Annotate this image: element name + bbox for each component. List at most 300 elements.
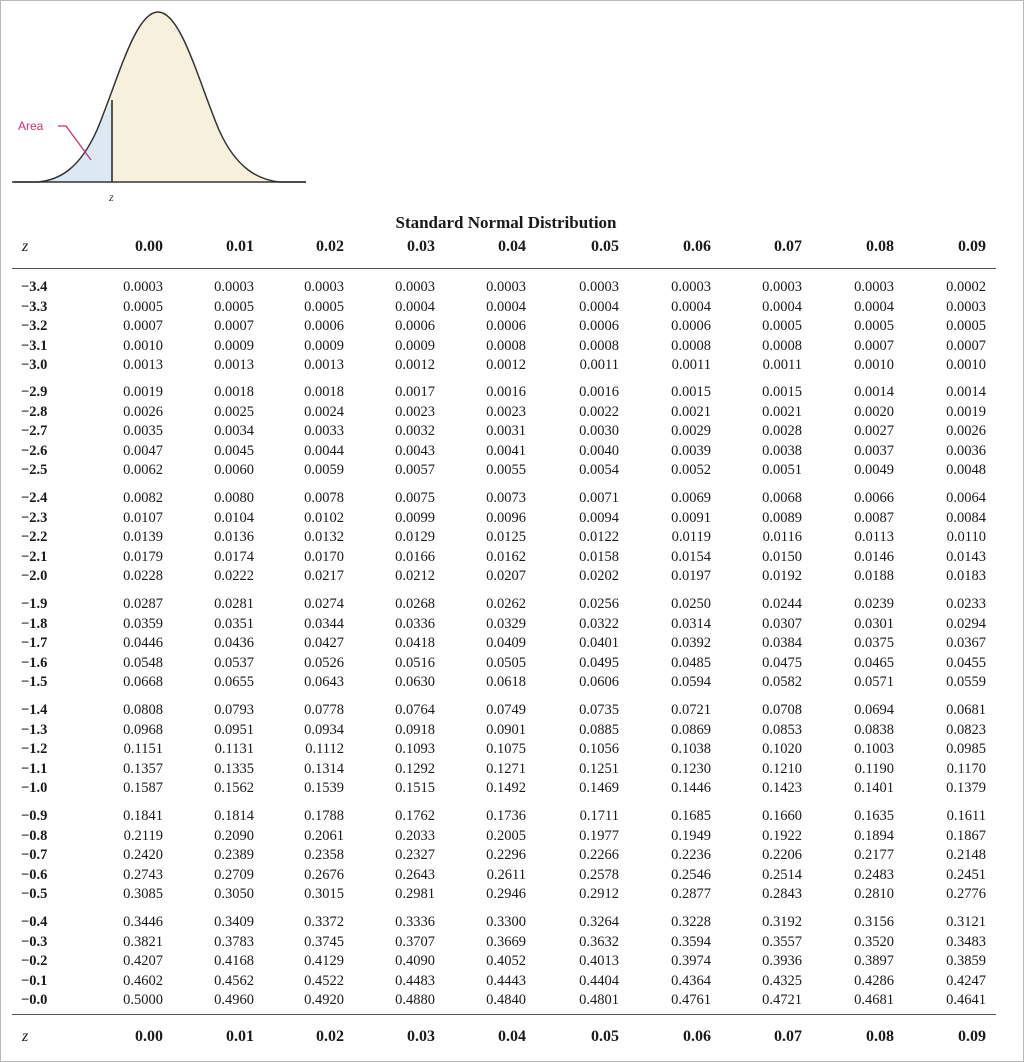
- table-row: [0, 616, 1024, 636]
- header-col-1: 0.01: [226, 238, 254, 255]
- table-cell: 0.0013: [214, 357, 254, 373]
- table-cell: 0.0146: [854, 548, 894, 565]
- table-cell: 0.4325: [762, 972, 802, 989]
- table-cell: 0.0735: [579, 702, 619, 718]
- table-row: [0, 934, 1024, 954]
- table-cell: 0.0764: [395, 702, 435, 718]
- table-cell: 0.0024: [304, 403, 344, 420]
- table-cell: 0.3821: [123, 933, 163, 950]
- table-cell: 0.0228: [123, 568, 163, 584]
- table-cell: 0.0475: [762, 654, 802, 671]
- table-cell: 0.0516: [395, 654, 435, 671]
- table-cell: 0.0287: [123, 596, 163, 612]
- table-cell: 0.0014: [854, 384, 894, 400]
- row-z-value: −0.2: [21, 953, 48, 969]
- table-cell: 0.0537: [214, 654, 254, 671]
- table-row: [0, 443, 1024, 463]
- table-cell: 0.0048: [946, 462, 986, 478]
- table-cell: 0.3557: [762, 933, 802, 950]
- table-cell: 0.4602: [123, 972, 163, 989]
- table-cell: 0.0668: [123, 674, 163, 690]
- header-col-4: 0.04: [498, 238, 526, 255]
- table-cell: 0.0015: [762, 384, 802, 400]
- table-cell: 0.0329: [486, 615, 526, 632]
- table-cell: 0.0139: [123, 529, 163, 545]
- table-cell: 0.0244: [762, 596, 802, 612]
- table-cell: 0.0008: [671, 337, 711, 354]
- table-row: [0, 847, 1024, 867]
- row-z-value: −1.5: [21, 674, 48, 690]
- table-cell: 0.0823: [946, 721, 986, 738]
- table-row: [0, 828, 1024, 848]
- table-cell: 0.3228: [671, 914, 711, 930]
- table-cell: 0.0594: [671, 674, 711, 690]
- table-cell: 0.3707: [395, 933, 435, 950]
- table-cell: 0.0274: [304, 596, 344, 612]
- table-cell: 0.2514: [762, 866, 802, 883]
- table-row: [0, 357, 1024, 377]
- header-z-label: z: [22, 238, 29, 255]
- table-cell: 0.0119: [671, 529, 711, 545]
- table-header: [0, 238, 1024, 260]
- table-cell: 0.1335: [214, 760, 254, 777]
- row-z-value: −0.0: [21, 992, 48, 1008]
- table-cell: 0.0078: [304, 490, 344, 506]
- table-cell: 0.0136: [214, 529, 254, 545]
- table-cell: 0.4129: [304, 953, 344, 969]
- table-cell: 0.1635: [854, 808, 894, 824]
- table-cell: 0.0526: [304, 654, 344, 671]
- table-cell: 0.0041: [486, 442, 526, 459]
- table-row: [0, 462, 1024, 482]
- table-cell: 0.1292: [395, 760, 435, 777]
- row-z-value: −3.2: [21, 318, 48, 334]
- table-cell: 0.4207: [123, 953, 163, 969]
- row-z-value: −0.4: [21, 914, 48, 930]
- table-cell: 0.0036: [946, 442, 986, 459]
- row-z-value: −1.6: [21, 654, 48, 671]
- table-cell: 0.0222: [214, 568, 254, 584]
- table-cell: 0.0016: [486, 384, 526, 400]
- table-cell: 0.0418: [395, 635, 435, 651]
- table-cell: 0.0010: [946, 357, 986, 373]
- table-cell: 0.2483: [854, 866, 894, 883]
- footer-col-4: 0.04: [498, 1028, 526, 1045]
- table-cell: 0.0006: [304, 318, 344, 334]
- table-cell: 0.0016: [579, 384, 619, 400]
- table-cell: 0.2643: [395, 866, 435, 883]
- table-cell: 0.0003: [123, 279, 163, 295]
- table-cell: 0.0039: [671, 442, 711, 459]
- table-cell: 0.1515: [395, 780, 435, 796]
- table-cell: 0.0559: [946, 674, 986, 690]
- table-cell: 0.0655: [214, 674, 254, 690]
- table-cell: 0.4761: [671, 992, 711, 1008]
- table-cell: 0.1660: [762, 808, 802, 824]
- table-cell: 0.4681: [854, 992, 894, 1008]
- table-cell: 0.0116: [762, 529, 802, 545]
- table-cell: 0.0793: [214, 702, 254, 718]
- table-cell: 0.0027: [854, 423, 894, 439]
- table-cell: 0.0004: [671, 298, 711, 315]
- table-cell: 0.4247: [946, 972, 986, 989]
- table-cell: 0.0694: [854, 702, 894, 718]
- table-cell: 0.3897: [854, 953, 894, 969]
- table-row: [0, 635, 1024, 655]
- table-cell: 0.0102: [304, 509, 344, 526]
- row-group: [0, 596, 1024, 694]
- row-z-value: −0.6: [21, 866, 48, 883]
- table-cell: 0.0375: [854, 635, 894, 651]
- table-cell: 0.0004: [486, 298, 526, 315]
- footer-rule: [12, 1014, 996, 1015]
- table-cell: 0.0869: [671, 721, 711, 738]
- table-row: [0, 867, 1024, 887]
- table-cell: 0.0013: [304, 357, 344, 373]
- table-row: [0, 992, 1024, 1012]
- table-row: [0, 318, 1024, 338]
- table-cell: 0.0838: [854, 721, 894, 738]
- table-cell: 0.0150: [762, 548, 802, 565]
- header-col-5: 0.05: [591, 238, 619, 255]
- table-cell: 0.0002: [946, 279, 986, 295]
- table-cell: 0.0207: [486, 568, 526, 584]
- table-cell: 0.3050: [214, 886, 254, 902]
- row-z-value: −2.2: [21, 529, 48, 545]
- header-col-8: 0.08: [866, 238, 894, 255]
- table-cell: 0.3409: [214, 914, 254, 930]
- row-z-value: −1.8: [21, 615, 48, 632]
- row-z-value: −2.0: [21, 568, 48, 584]
- table-row: [0, 722, 1024, 742]
- footer-col-8: 0.08: [866, 1028, 894, 1045]
- table-cell: 0.2119: [123, 827, 163, 844]
- table-cell: 0.1190: [854, 760, 894, 777]
- table-cell: 0.0307: [762, 615, 802, 632]
- table-cell: 0.1949: [671, 827, 711, 844]
- footer-col-5: 0.05: [591, 1028, 619, 1045]
- table-cell: 0.1977: [579, 827, 619, 844]
- table-cell: 0.0582: [762, 674, 802, 690]
- table-cell: 0.0013: [123, 357, 163, 373]
- table-cell: 0.4801: [579, 992, 619, 1008]
- table-cell: 0.2033: [395, 827, 435, 844]
- table-cell: 0.2177: [854, 847, 894, 863]
- table-cell: 0.1112: [305, 741, 344, 757]
- table-cell: 0.0212: [395, 568, 435, 584]
- table-cell: 0.0217: [304, 568, 344, 584]
- table-cell: 0.0043: [395, 442, 435, 459]
- table-cell: 0.0104: [214, 509, 254, 526]
- row-z-value: −1.1: [21, 760, 48, 777]
- table-cell: 0.4840: [486, 992, 526, 1008]
- table-cell: 0.0023: [486, 403, 526, 420]
- table-cell: 0.0005: [762, 318, 802, 334]
- table-cell: 0.0256: [579, 596, 619, 612]
- table-cell: 0.0018: [304, 384, 344, 400]
- table-cell: 0.0011: [579, 357, 619, 373]
- table-cell: 0.0392: [671, 635, 711, 651]
- table-cell: 0.2090: [214, 827, 254, 844]
- row-z-value: −2.4: [21, 490, 48, 506]
- table-cell: 0.3446: [123, 914, 163, 930]
- table-row: [0, 423, 1024, 443]
- table-cell: 0.0359: [123, 615, 163, 632]
- footer-col-1: 0.01: [226, 1028, 254, 1045]
- table-footer-header: [0, 1028, 1024, 1050]
- table-cell: 0.0125: [486, 529, 526, 545]
- table-cell: 0.3594: [671, 933, 711, 950]
- table-cell: 0.4641: [946, 992, 986, 1008]
- table-row: [0, 973, 1024, 993]
- row-z-value: −1.3: [21, 721, 48, 738]
- table-cell: 0.1093: [395, 741, 435, 757]
- table-cell: 0.4960: [214, 992, 254, 1008]
- table-cell: 0.0010: [854, 357, 894, 373]
- table-cell: 0.0351: [214, 615, 254, 632]
- table-cell: 0.0055: [486, 462, 526, 478]
- table-cell: 0.1357: [123, 760, 163, 777]
- table-row: [0, 702, 1024, 722]
- table-cell: 0.0075: [395, 490, 435, 506]
- table-cell: 0.0032: [395, 423, 435, 439]
- table-row: [0, 279, 1024, 299]
- table-cell: 0.0007: [123, 318, 163, 334]
- row-z-value: −3.4: [21, 279, 48, 295]
- row-z-value: −0.5: [21, 886, 48, 902]
- table-cell: 0.3520: [854, 933, 894, 950]
- table-cell: 0.2546: [671, 866, 711, 883]
- table-cell: 0.0401: [579, 635, 619, 651]
- table-row: [0, 780, 1024, 800]
- table-cell: 0.0250: [671, 596, 711, 612]
- table-cell: 0.0409: [486, 635, 526, 651]
- table-cell: 0.0051: [762, 462, 802, 478]
- table-cell: 0.0054: [579, 462, 619, 478]
- table-cell: 0.0630: [395, 674, 435, 690]
- table-cell: 0.0446: [123, 635, 163, 651]
- table-row: [0, 808, 1024, 828]
- table-cell: 0.2843: [762, 886, 802, 902]
- table-cell: 0.0030: [579, 423, 619, 439]
- table-cell: 0.0110: [946, 529, 986, 545]
- table-cell: 0.0005: [304, 298, 344, 315]
- normal-curve-figure: [0, 0, 320, 210]
- table-row: [0, 914, 1024, 934]
- table-cell: 0.2877: [671, 886, 711, 902]
- table-cell: 0.2743: [123, 866, 163, 883]
- row-z-value: −1.9: [21, 596, 48, 612]
- table-cell: 0.0934: [304, 721, 344, 738]
- table-cell: 0.0281: [214, 596, 254, 612]
- table-cell: 0.3745: [304, 933, 344, 950]
- table-cell: 0.1170: [946, 760, 986, 777]
- left-tail-area: [38, 100, 112, 182]
- table-cell: 0.2676: [304, 866, 344, 883]
- table-cell: 0.1469: [579, 780, 619, 796]
- row-z-value: −2.8: [21, 403, 48, 420]
- table-cell: 0.0006: [671, 318, 711, 334]
- table-cell: 0.0094: [579, 509, 619, 526]
- table-cell: 0.3974: [671, 953, 711, 969]
- table-cell: 0.0233: [946, 596, 986, 612]
- table-cell: 0.0808: [123, 702, 163, 718]
- table-cell: 0.4052: [486, 953, 526, 969]
- table-cell: 0.0018: [214, 384, 254, 400]
- table-cell: 0.2451: [946, 866, 986, 883]
- table-cell: 0.0003: [304, 279, 344, 295]
- table-cell: 0.0301: [854, 615, 894, 632]
- table-cell: 0.0436: [214, 635, 254, 651]
- table-cell: 0.2266: [579, 847, 619, 863]
- table-cell: 0.3264: [579, 914, 619, 930]
- table-cell: 0.0107: [123, 509, 163, 526]
- table-cell: 0.0023: [395, 403, 435, 420]
- row-z-value: −3.0: [21, 357, 48, 373]
- row-z-value: −1.4: [21, 702, 48, 718]
- row-z-value: −1.7: [21, 635, 48, 651]
- table-cell: 0.0006: [395, 318, 435, 334]
- table-cell: 0.0367: [946, 635, 986, 651]
- table-cell: 0.0003: [486, 279, 526, 295]
- table-cell: 0.1038: [671, 741, 711, 757]
- table-cell: 0.1075: [486, 741, 526, 757]
- table-cell: 0.0166: [395, 548, 435, 565]
- table-cell: 0.0031: [486, 423, 526, 439]
- table-cell: 0.1230: [671, 760, 711, 777]
- table-cell: 0.0455: [946, 654, 986, 671]
- table-cell: 0.0010: [123, 337, 163, 354]
- table-cell: 0.0003: [214, 279, 254, 295]
- table-cell: 0.3859: [946, 953, 986, 969]
- row-group: [0, 808, 1024, 906]
- table-cell: 0.1814: [214, 808, 254, 824]
- table-row: [0, 510, 1024, 530]
- table-cell: 0.0026: [946, 423, 986, 439]
- row-z-value: −2.1: [21, 548, 48, 565]
- row-z-value: −2.7: [21, 423, 48, 439]
- row-group: [0, 384, 1024, 482]
- table-cell: 0.0005: [854, 318, 894, 334]
- table-cell: 0.0062: [123, 462, 163, 478]
- row-z-value: −0.8: [21, 827, 48, 844]
- table-cell: 0.0009: [304, 337, 344, 354]
- table-cell: 0.0017: [395, 384, 435, 400]
- table-cell: 0.0003: [762, 279, 802, 295]
- table-cell: 0.0069: [671, 490, 711, 506]
- table-cell: 0.0643: [304, 674, 344, 690]
- table-cell: 0.0985: [946, 741, 986, 757]
- table-row: [0, 490, 1024, 510]
- table-cell: 0.1003: [854, 741, 894, 757]
- table-cell: 0.0183: [946, 568, 986, 584]
- table-row: [0, 549, 1024, 569]
- table-cell: 0.0071: [579, 490, 619, 506]
- table-cell: 0.0035: [123, 423, 163, 439]
- table-cell: 0.2709: [214, 866, 254, 883]
- table-cell: 0.0015: [671, 384, 711, 400]
- row-z-value: −3.3: [21, 298, 48, 315]
- table-row: [0, 953, 1024, 973]
- header-rule: [12, 268, 996, 269]
- header-col-2: 0.02: [316, 238, 344, 255]
- table-cell: 0.1587: [123, 780, 163, 796]
- footer-col-2: 0.02: [316, 1028, 344, 1045]
- table-cell: 0.0060: [214, 462, 254, 478]
- table-cell: 0.3936: [762, 953, 802, 969]
- table-cell: 0.0059: [304, 462, 344, 478]
- table-cell: 0.0006: [579, 318, 619, 334]
- table-cell: 0.0384: [762, 635, 802, 651]
- table-cell: 0.0154: [671, 548, 711, 565]
- table-cell: 0.0170: [304, 548, 344, 565]
- table-cell: 0.1788: [304, 808, 344, 824]
- table-cell: 0.0009: [395, 337, 435, 354]
- table-cell: 0.0068: [762, 490, 802, 506]
- table-cell: 0.1685: [671, 808, 711, 824]
- table-cell: 0.2358: [304, 847, 344, 863]
- table-cell: 0.0084: [946, 509, 986, 526]
- row-z-value: −0.1: [21, 972, 48, 989]
- table-cell: 0.0012: [486, 357, 526, 373]
- footer-col-0: 0.00: [135, 1028, 163, 1045]
- table-cell: 0.4721: [762, 992, 802, 1008]
- table-cell: 0.4880: [395, 992, 435, 1008]
- row-z-value: −2.5: [21, 462, 48, 478]
- table-cell: 0.1841: [123, 808, 163, 824]
- table-cell: 0.0040: [579, 442, 619, 459]
- table-cell: 0.4286: [854, 972, 894, 989]
- table-cell: 0.0005: [123, 298, 163, 315]
- table-cell: 0.0294: [946, 615, 986, 632]
- row-z-value: −1.2: [21, 741, 48, 757]
- header-col-3: 0.03: [407, 238, 435, 255]
- table-cell: 0.1314: [304, 760, 344, 777]
- table-cell: 0.0749: [486, 702, 526, 718]
- table-cell: 0.0047: [123, 442, 163, 459]
- table-cell: 0.0268: [395, 596, 435, 612]
- table-cell: 0.1867: [946, 827, 986, 844]
- table-cell: 0.2005: [486, 827, 526, 844]
- header-col-7: 0.07: [774, 238, 802, 255]
- table-row: [0, 741, 1024, 761]
- table-row: [0, 384, 1024, 404]
- table-cell: 0.2327: [395, 847, 435, 863]
- row-z-value: −2.3: [21, 509, 48, 526]
- table-cell: 0.0606: [579, 674, 619, 690]
- table-cell: 0.1271: [486, 760, 526, 777]
- table-cell: 0.3085: [123, 886, 163, 902]
- footer-col-3: 0.03: [407, 1028, 435, 1045]
- table-cell: 0.2912: [579, 886, 619, 902]
- table-cell: 0.0174: [214, 548, 254, 565]
- table-cell: 0.4522: [304, 972, 344, 989]
- table-cell: 0.0052: [671, 462, 711, 478]
- table-cell: 0.2389: [214, 847, 254, 863]
- table-cell: 0.2946: [486, 886, 526, 902]
- table-row: [0, 404, 1024, 424]
- table-cell: 0.0314: [671, 615, 711, 632]
- table-cell: 0.0038: [762, 442, 802, 459]
- table-cell: 0.0045: [214, 442, 254, 459]
- table-cell: 0.1922: [762, 827, 802, 844]
- table-cell: 0.4404: [579, 972, 619, 989]
- table-cell: 0.0004: [854, 298, 894, 315]
- table-cell: 0.0132: [304, 529, 344, 545]
- table-cell: 0.0034: [214, 423, 254, 439]
- table-cell: 0.2420: [123, 847, 163, 863]
- row-z-value: −2.6: [21, 442, 48, 459]
